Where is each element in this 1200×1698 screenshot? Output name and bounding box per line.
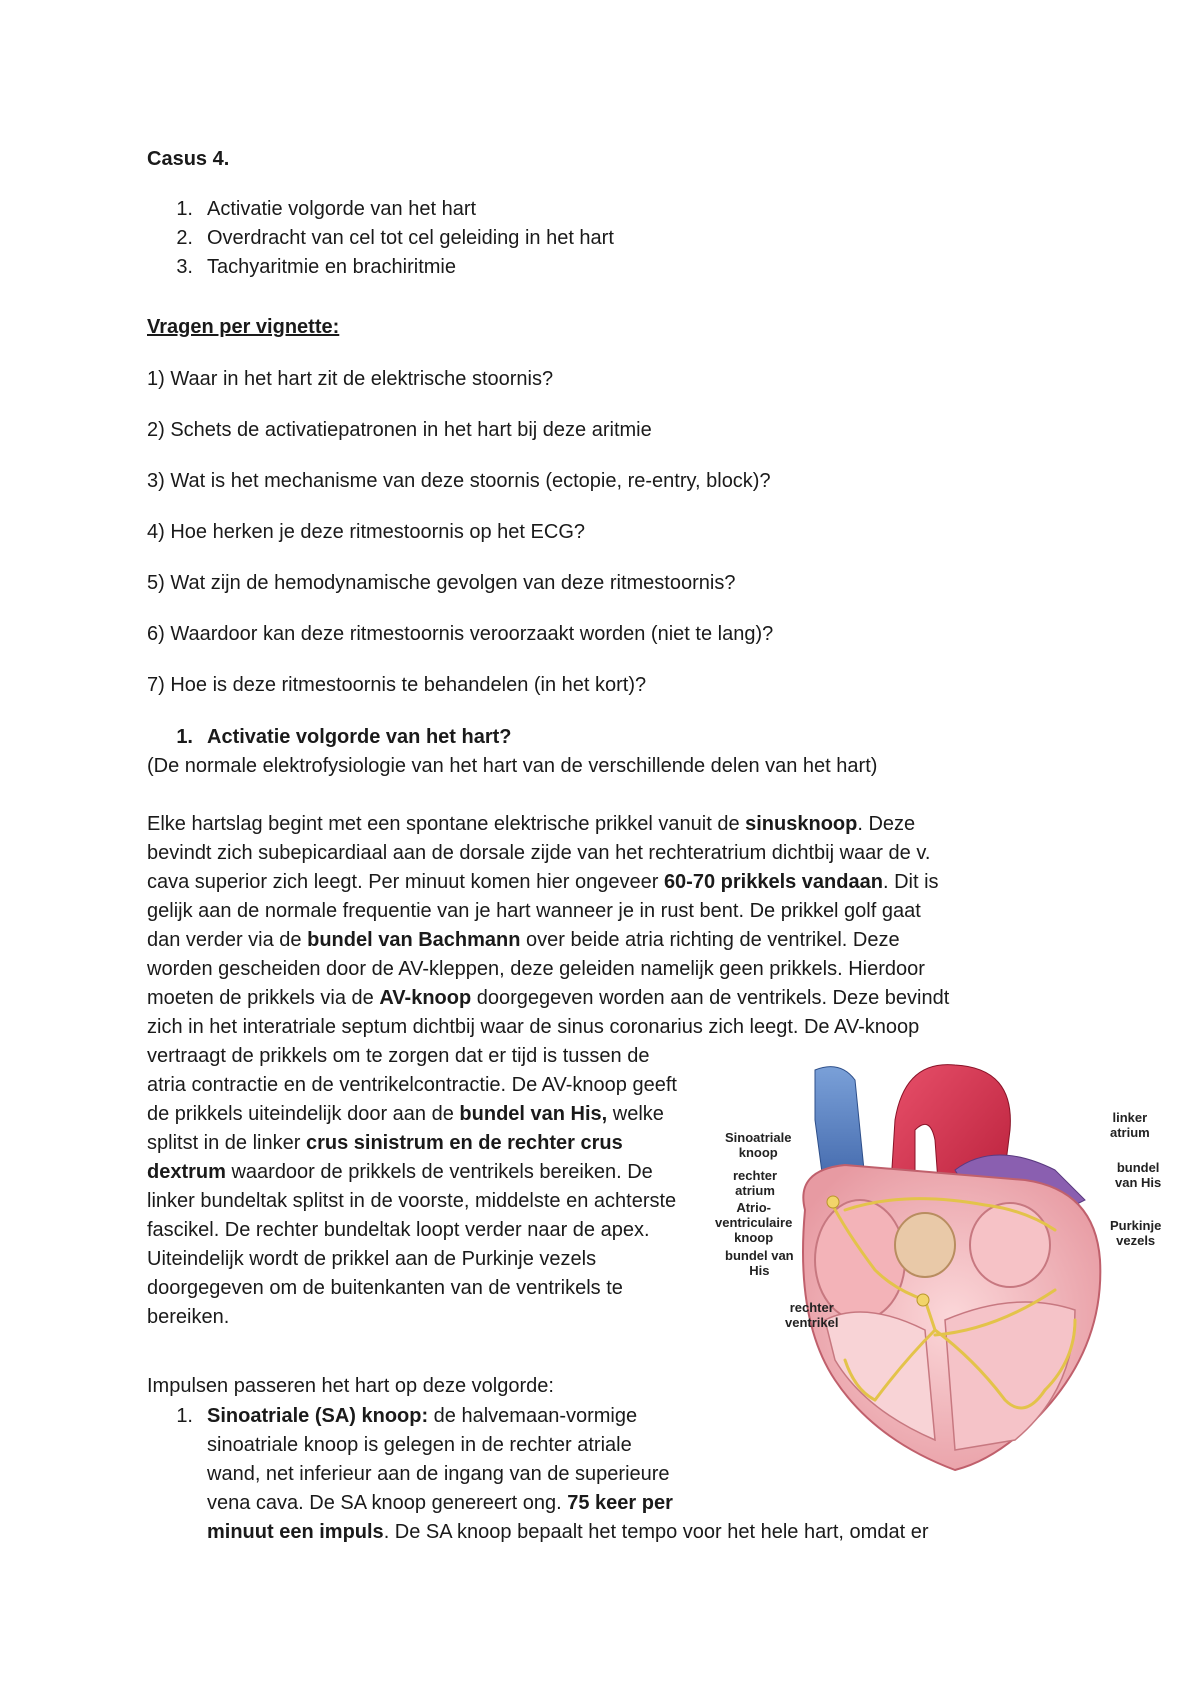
- bold-term: 75 keer per: [567, 1492, 673, 1514]
- label-bundle-van-his: bundel van His: [1115, 1160, 1162, 1190]
- left-atrium-shape: [970, 1203, 1050, 1287]
- text-span: . Dit is: [882, 871, 939, 893]
- text-line: fascikel. De rechter bundeltak loopt verder naar de apex.: [147, 1219, 650, 1241]
- topic-list: [147, 195, 614, 282]
- bold-term: minuut een impuls: [207, 1521, 384, 1543]
- list-number: 1.: [176, 1405, 193, 1427]
- question-item: 1) Waar in het hart zit de elektrische stoornis?: [147, 368, 554, 390]
- text-span: over beide atria richting de ventrikel. Deze: [520, 929, 900, 951]
- list-number: 3.: [176, 256, 193, 278]
- section-heading-text: Activatie volgorde van het hart?: [207, 726, 512, 748]
- bold-term: bundel van Bachmann: [307, 929, 521, 951]
- question-item: 4) Hoe herken je deze ritmestoornis op het ECG?: [147, 521, 585, 543]
- text-line: bevindt zich subepicardiaal aan de dorsale zijde van het rechteratrium dichtbij waar de v.: [147, 842, 931, 864]
- list-number: 1.: [176, 726, 193, 748]
- list-number: 2.: [176, 227, 193, 249]
- text-span: vena cava. De SA knoop genereert ong.: [207, 1492, 568, 1514]
- text-span: de halvemaan-vormige: [428, 1405, 638, 1427]
- text-line: worden gescheiden door de AV-kleppen, deze geleiden namelijk geen prikkels. Hierdoor: [147, 958, 925, 980]
- question-item: 3) Wat is het mechanisme van deze stoornis (ectopie, re-entry, block)?: [147, 470, 771, 492]
- heart-diagram: [755, 1060, 1135, 1480]
- text-span: . Deze: [857, 813, 916, 835]
- text-span: splitst in de linker: [147, 1132, 306, 1154]
- sa-node-shape: [827, 1196, 839, 1208]
- topic-text: Activatie volgorde van het hart: [207, 198, 477, 220]
- question-item: 5) Wat zijn de hemodynamische gevolgen van deze ritmestoornis?: [147, 572, 736, 594]
- text-line: [147, 984, 949, 1013]
- text-span: de prikkels uiteindelijk door aan de: [147, 1103, 460, 1125]
- text-line: [147, 1489, 928, 1518]
- text-line: [147, 1518, 928, 1547]
- heart-conduction-illustration: [715, 1060, 1162, 1480]
- list-number: 1.: [176, 198, 193, 220]
- text-line: gelijk aan de normale frequentie van je hart wanneer je in rust bent. De prikkel golf gaat: [147, 900, 921, 922]
- text-span: welke: [607, 1103, 664, 1125]
- text-line: vertraagt de prikkels om te zorgen dat er tijd is tussen de: [147, 1045, 650, 1067]
- text-line: doorgegeven om de buitenkanten van de ventrikels te: [147, 1277, 623, 1299]
- text-span: dan verder via de: [147, 929, 308, 951]
- questions-heading: Vragen per vignette:: [147, 316, 340, 338]
- question-item: 6) Waardoor kan deze ritmestoornis veroorzaakt worden (niet te lang)?: [147, 623, 774, 645]
- text-line: zich in het interatriale septum dichtbij waar de sinus coronarius zich leegt. De AV-knoop: [147, 1016, 920, 1038]
- text-line: Uiteindelijk wordt de prikkel aan de Purkinje vezels: [147, 1248, 597, 1270]
- text-span: doorgegeven worden aan de ventrikels. Deze bevindt: [471, 987, 950, 1009]
- text-line: [147, 926, 949, 955]
- text-line: bereiken.: [147, 1306, 230, 1328]
- sequence-intro: Impulsen passeren het hart op deze volgorde:: [147, 1375, 554, 1397]
- valve-shape: [895, 1213, 955, 1277]
- section-subheading: (De normale elektrofysiologie van het hart van de verschillende delen van het hart): [147, 755, 878, 777]
- av-node-shape: [917, 1294, 929, 1306]
- text-line: [147, 868, 949, 897]
- question-item: 2) Schets de activatiepatronen in het hart bij deze aritmie: [147, 419, 652, 441]
- document-title: Casus 4.: [147, 148, 230, 170]
- label-purkinje-fibers: Purkinje vezels: [1110, 1218, 1162, 1248]
- section-heading: [147, 723, 512, 752]
- text-line: atria contractie en de ventrikelcontractie. De AV-knoop geeft: [147, 1074, 677, 1096]
- text-line: wand, net inferieur aan de ingang van de superieure: [207, 1463, 670, 1485]
- topic-text: Overdracht van cel tot cel geleiding in het hart: [207, 227, 614, 249]
- bold-term: sinusknoop: [745, 813, 858, 835]
- label-sinoatrial-node: Sinoatriale knoop: [725, 1130, 792, 1160]
- text-line: [147, 810, 949, 839]
- bold-term: 60-70 prikkels vandaan: [663, 871, 883, 893]
- text-span: Elke hartslag begint met een spontane elektrische prikkel vanuit de: [147, 813, 746, 835]
- label-right-ventricle: rechter ventrikel: [785, 1300, 839, 1330]
- text-span: . De SA knoop bepaalt het tempo voor het hele hart, omdat er: [383, 1521, 929, 1543]
- topic-item: [147, 224, 614, 253]
- question-item: 7) Hoe is deze ritmestoornis te behandelen (in het kort)?: [147, 674, 647, 696]
- text-line: sinoatriale knoop is gelegen in de rechter atriale: [207, 1434, 632, 1456]
- bold-term: dextrum: [147, 1161, 226, 1183]
- bold-term: crus sinistrum en de rechter crus: [305, 1132, 623, 1154]
- bold-term: bundel van His,: [459, 1103, 608, 1125]
- topic-item: [147, 195, 614, 224]
- text-line: linker bundeltak splitst in de voorste, middelste en achterste: [147, 1190, 677, 1212]
- bold-term: AV-knoop: [379, 987, 472, 1009]
- text-span: cava superior zich leegt. Per minuut komen hier ongeveer: [147, 871, 664, 893]
- label-left-atrium: linker atrium: [1110, 1110, 1150, 1140]
- label-bundle-of-his: bundel van His: [725, 1248, 794, 1278]
- text-span: waardoor de prikkels de ventrikels bereiken. De: [225, 1161, 653, 1183]
- bold-term: Sinoatriale (SA) knoop:: [207, 1405, 429, 1427]
- label-right-atrium: rechter atrium: [733, 1168, 778, 1198]
- topic-item: [147, 253, 614, 282]
- text-span: moeten de prikkels via de: [147, 987, 380, 1009]
- topic-text: Tachyaritmie en brachiritmie: [207, 256, 456, 278]
- label-av-node: Atrio- ventriculaire knoop: [715, 1200, 793, 1245]
